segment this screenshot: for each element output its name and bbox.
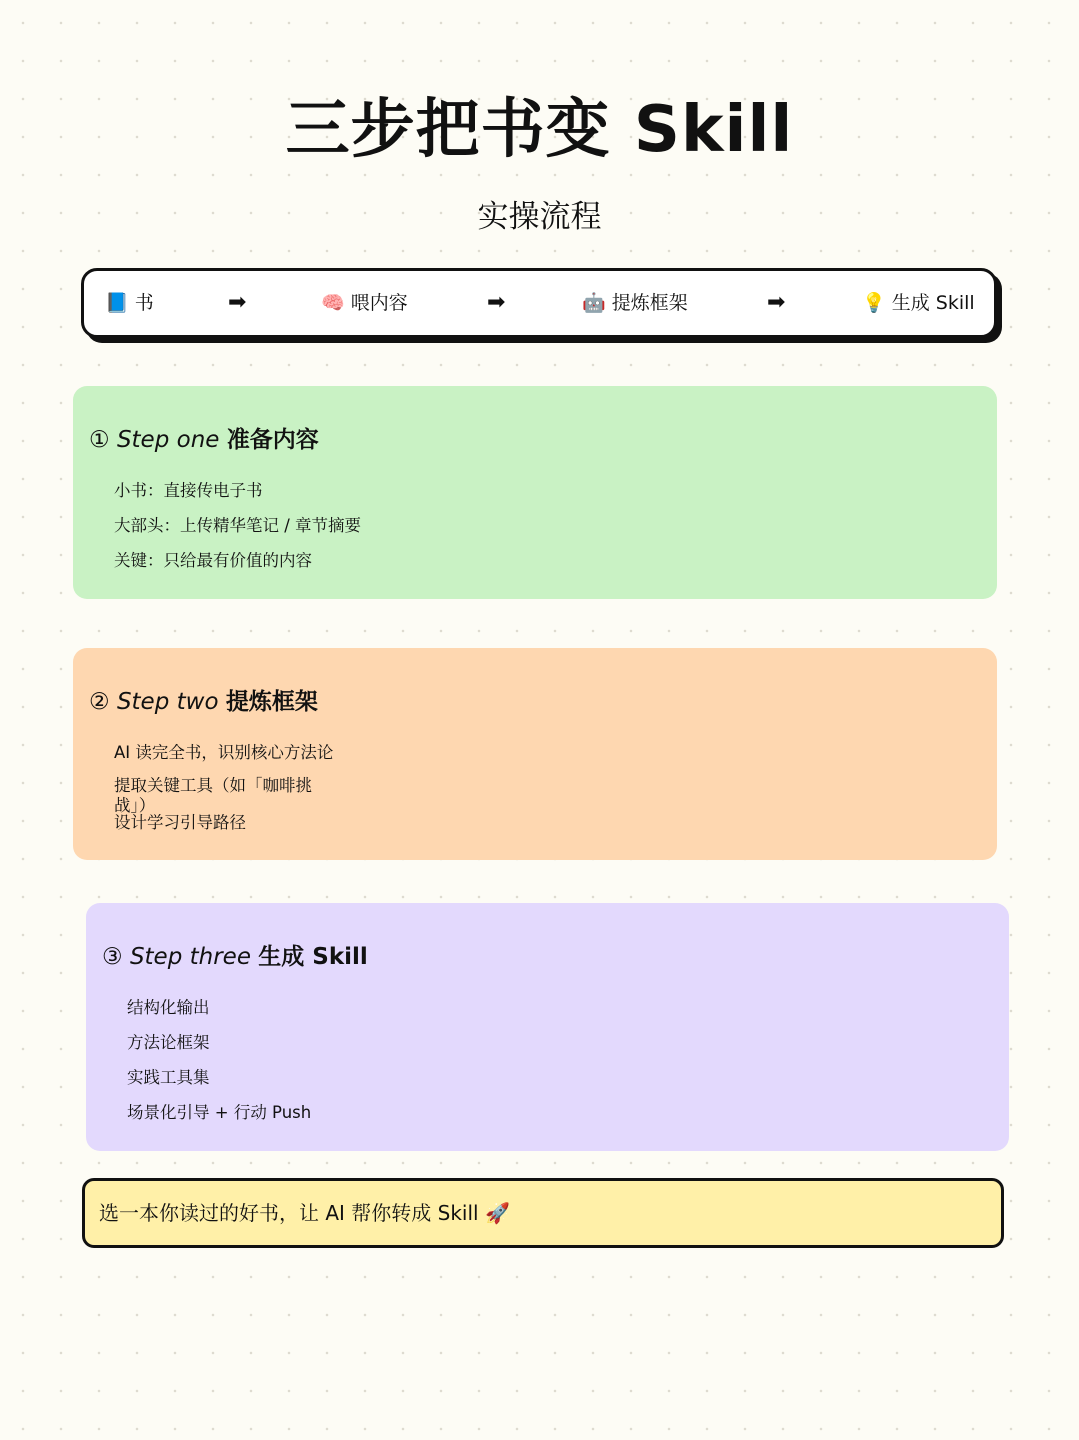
flow-step-generate [862, 271, 975, 335]
page-subtitle: 实操流程 [477, 199, 602, 235]
process-flow-bar [81, 268, 997, 338]
arrow-right-icon: ➡ [767, 290, 786, 315]
list-item: 关键：只给最有价值的内容 [114, 551, 312, 570]
brain-icon: 🧠 [321, 292, 345, 314]
list-item: 方法论框架 [127, 1033, 210, 1052]
list-item: 结构化输出 [127, 998, 210, 1017]
page-title: 三步把书变 Skill [285, 93, 794, 167]
blue-book-icon: 📘 [105, 292, 129, 314]
call-to-action-box [82, 1178, 1004, 1248]
step-label-en: Step one [116, 427, 220, 453]
list-item: 提取关键工具（如「咖啡挑战」） [114, 776, 312, 815]
list-item: 场景化引导 + 行动 Push [127, 1103, 312, 1122]
lightbulb-icon: 💡 [862, 292, 886, 314]
step-one-title [89, 423, 319, 457]
cta-text-row [99, 1181, 510, 1245]
flow-step-extract [582, 271, 688, 335]
step-one-card [73, 386, 997, 599]
flow-step-label: 提炼框架 [611, 292, 688, 314]
flow-step-label: 生成 Skill [891, 292, 975, 314]
robot-icon: 🤖 [582, 292, 606, 314]
step-three-card [86, 903, 1009, 1151]
step-two-title [89, 685, 318, 719]
flow-step-label: 喂内容 [350, 292, 408, 314]
step-number: ① [89, 427, 110, 453]
step-label-zh: 生成 Skill [258, 944, 368, 970]
step-label-zh: 准备内容 [226, 427, 319, 453]
cta-text: 选一本你读过的好书，让 AI 帮你转成 Skill [99, 1201, 479, 1225]
step-label-zh: 提炼框架 [225, 689, 318, 715]
flow-step-label: 书 [134, 292, 154, 314]
list-item: 实践工具集 [127, 1068, 210, 1087]
step-two-card [73, 648, 997, 860]
step-number: ② [89, 689, 110, 715]
rocket-icon: 🚀 [484, 1201, 510, 1225]
flow-step-book [105, 271, 154, 335]
flow-step-feed [321, 271, 408, 335]
list-item: 小书：直接传电子书 [114, 481, 263, 500]
list-item: 设计学习引导路径 [114, 813, 246, 832]
step-label-en: Step three [129, 944, 251, 970]
arrow-right-icon: ➡ [228, 290, 247, 315]
step-number: ③ [102, 944, 123, 970]
list-item: AI 读完全书，识别核心方法论 [114, 743, 334, 762]
list-item: 大部头：上传精华笔记 / 章节摘要 [114, 516, 362, 535]
arrow-right-icon: ➡ [487, 290, 506, 315]
step-three-title [102, 940, 368, 974]
step-label-en: Step two [116, 689, 219, 715]
